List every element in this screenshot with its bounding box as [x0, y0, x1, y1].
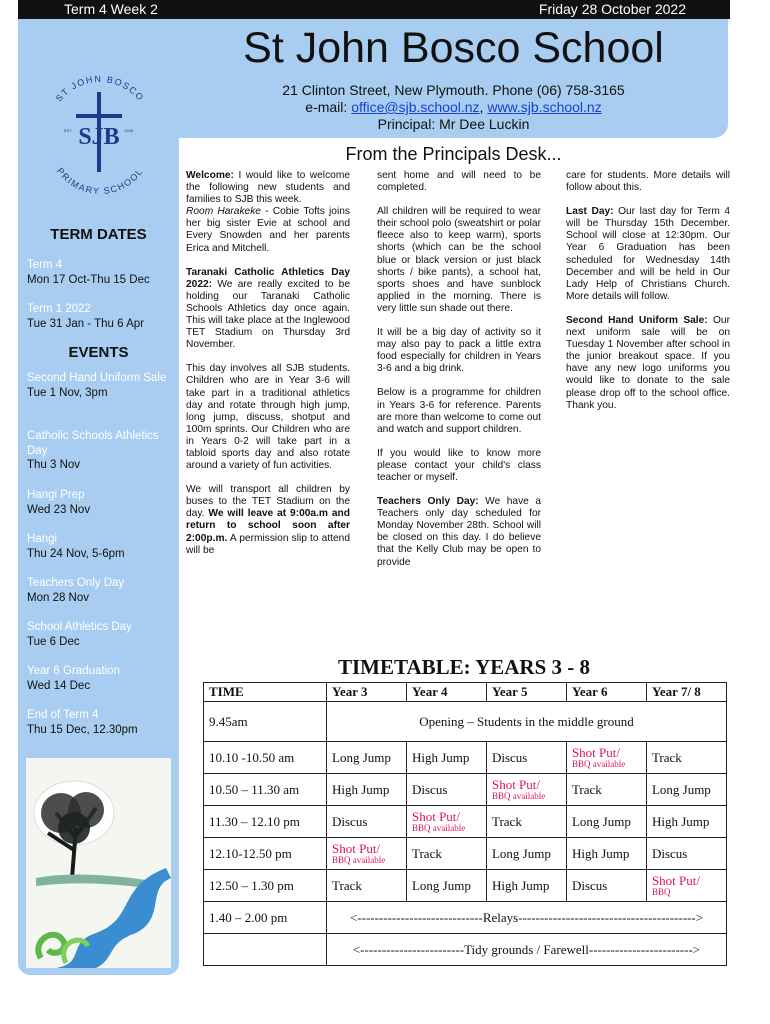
logo-ring-bottom: PRIMARY SCHOOL	[54, 165, 146, 197]
event-item	[27, 371, 177, 400]
timetable-row	[204, 806, 727, 838]
bbq-note: BBQ available	[491, 791, 546, 801]
activity-cell: Long Jump	[566, 806, 646, 838]
uniform-paragraph: All children will be required to wear their school polo (sweatshirt or polar fleece also to keep warm), sports shorts (which can be the school blue or black version or just black shorts / bike pants), a school hat, sports shoes and have sunblock applied in the morning. There is very little sun shade out there.	[377, 206, 541, 314]
care-paragraph: care for students. More details will follow about this.	[566, 170, 730, 194]
activity-cell: Discus	[486, 742, 566, 774]
school-title: St John Bosco School	[243, 24, 664, 72]
activity-cell: Track	[486, 806, 566, 838]
event-label: Year 6 Graduation	[27, 665, 120, 677]
events-heading: EVENTS	[68, 344, 129, 361]
transport-times: We will leave at 9:00a.m and return to school soon after 2:00p.m.	[186, 508, 350, 544]
header-cell: Year 3	[327, 683, 407, 702]
activity-cell: High Jump	[327, 774, 407, 806]
logo-est: EST	[64, 128, 72, 133]
timetable	[203, 682, 727, 966]
time-cell: 10.10 -10.50 am	[204, 742, 327, 774]
time-cell: 12.10-12.50 pm	[204, 838, 327, 870]
activity-cell: Track	[406, 838, 486, 870]
top-bar	[18, 0, 730, 19]
timetable-row	[204, 902, 727, 934]
athletics-paragraph: Taranaki Catholic Athletics Day 2022: We are really excited to be holding our Taranaki Catholic Schools Athletics day once again. This will take place at the Inglewood TET Stadium on Thursday 3rd November.	[186, 266, 350, 351]
term-week: Term 4 Week 2	[64, 1, 158, 17]
header-cell: Year 5	[486, 683, 566, 702]
timetable-row	[204, 742, 727, 774]
last-day-heading: Last Day:	[566, 206, 614, 218]
food-paragraph: It will be a big day of activity so it may also pay to pack a little extra food especially for children in Years 3-6 and a big drink.	[377, 327, 541, 375]
time-cell: 10.50 – 11.30 am	[204, 774, 327, 806]
event-value: Tue 6 Dec	[27, 635, 80, 648]
email-prefix: e-mail:	[305, 99, 352, 115]
event-item	[27, 620, 177, 649]
activity-cell: Shot Put/ BBQ available	[486, 774, 566, 806]
activity-cell: Shot Put/ BBQ	[646, 870, 726, 902]
activity-cell: Track	[327, 870, 407, 902]
event-value: Thu 24 Nov, 5-6pm	[27, 547, 125, 560]
timetable-row	[204, 838, 727, 870]
activity-cell: Discus	[327, 806, 407, 838]
header-cell: TIME	[204, 683, 327, 702]
website-link[interactable]: www.sjb.school.nz	[487, 99, 602, 115]
activity-cell: Discus	[566, 870, 646, 902]
event-item	[27, 429, 177, 473]
logo-initials: SJB	[78, 124, 120, 150]
issue-date: Friday 28 October 2022	[538, 1, 686, 17]
uniform-sale-heading: Second Hand Uniform Sale:	[566, 314, 708, 326]
activity-cell: High Jump	[486, 870, 566, 902]
contact-line	[179, 99, 728, 116]
event-value: Wed 23 Nov	[27, 503, 91, 516]
header-cell: Year 4	[406, 683, 486, 702]
relays-cell: <-----------------------------Relays----------------------------------------->	[327, 902, 727, 934]
activity-cell: Shot Put/ BBQ available	[327, 838, 407, 870]
event-label: Hangi Prep	[27, 489, 85, 501]
bbq-note: BBQ available	[571, 759, 626, 769]
activity-cell: High Jump	[646, 806, 726, 838]
event-item	[27, 576, 177, 605]
article-column-1	[186, 170, 350, 569]
article-column-2	[377, 170, 541, 581]
time-cell: 11.30 – 12.10 pm	[204, 806, 327, 838]
logo-year: 1948	[124, 128, 133, 133]
email-link[interactable]: office@sjb.school.nz	[351, 99, 480, 115]
event-label: Catholic Schools Athletics Day	[27, 430, 159, 457]
term-label: Term 4	[27, 259, 63, 271]
timetable-title: TIMETABLE: YEARS 3 - 8	[337, 655, 591, 679]
event-value: Tue 1 Nov, 3pm	[27, 386, 108, 399]
bbq-note: BBQ available	[332, 855, 386, 865]
event-label: Hangi	[27, 533, 58, 545]
school-logo	[40, 62, 160, 202]
logo-ring-top: ST JOHN BOSCO	[53, 73, 147, 104]
event-label: End of Term 4	[27, 709, 99, 721]
activity-cell: Shot Put/ BBQ available	[406, 806, 486, 838]
event-item	[27, 532, 177, 561]
term-dates-heading: TERM DATES	[50, 226, 147, 243]
article-column-3	[566, 170, 730, 424]
opening-cell: Opening – Students in the middle ground	[327, 702, 727, 742]
principals-desk-title: From the Principals Desk...	[345, 144, 562, 164]
welcome-paragraph: Welcome: I would like to welcome the following new students and families to SJB this week. Room Harakeke - Cobie Tofts joins her big sister Evie at school and Every Snowden and her parents Erica and Mitchell.	[186, 170, 350, 254]
timetable-header-row	[204, 683, 727, 702]
event-item	[27, 488, 177, 517]
event-value: Mon 28 Nov	[27, 591, 90, 604]
activity-cell: Discus	[406, 774, 486, 806]
teachers-only-heading: Teachers Only Day:	[377, 496, 479, 508]
activity-cell: Shot Put/ BBQ available	[566, 742, 646, 774]
activity-cell: High Jump	[406, 742, 486, 774]
header-cell: Year 6	[566, 683, 646, 702]
event-item	[27, 708, 177, 737]
athletics-detail-paragraph: This day involves all SJB students. Children who are in Year 3-6 will take part in a traditional athletics day and rotate through high jump, long jump, discuss, shotput and 100m sprints. Our Children who are in Years 0-2 will take part in a tabloid sports day and also rotate around a variety of fun activities.	[186, 363, 350, 472]
address-line: 21 Clinton Street, New Plymouth. Phone (06) 758-3165	[282, 82, 625, 98]
tidy-cell: <------------------------Tidy grounds / Farewell------------------------>	[327, 934, 727, 966]
contact-paragraph: If you would like to know more please contact your child's class teacher or myself.	[377, 447, 541, 483]
term-value: Tue 31 Jan - Thu 6 Apr	[27, 317, 144, 330]
tree-artwork	[26, 758, 171, 968]
term-item	[27, 258, 177, 287]
time-cell: 12.50 – 1.30 pm	[204, 870, 327, 902]
activity-cell: Long Jump	[646, 774, 726, 806]
transport-paragraph: We will transport all children by buses to the TET Stadium on the day. We will leave at 9:00a.m and return to school soon after 2:00p.m. A permission slip to attend will be	[186, 484, 350, 556]
term-label: Term 1 2022	[27, 303, 91, 315]
activity-cell: Discus	[646, 838, 726, 870]
activity-cell: High Jump	[566, 838, 646, 870]
timetable-row	[204, 870, 727, 902]
event-value: Thu 15 Dec, 12.30pm	[27, 723, 138, 736]
principal-line: Principal: Mr Dee Luckin	[377, 116, 530, 132]
teachers-only-paragraph: Teachers Only Day: We have a Teachers only day scheduled for Monday November 28th. School will be closed on this day. I do believe that the Kelly Club may be open to provide	[377, 496, 541, 568]
activity-cell: Track	[646, 742, 726, 774]
term-value: Mon 17 Oct-Thu 15 Dec	[27, 273, 150, 286]
event-value: Wed 14 Dec	[27, 679, 91, 692]
last-day-paragraph: Last Day: Our last day for Term 4 will be Thursday 15th December. School will close at 12:30pm. Our Year 6 Graduation has been scheduled for Wednesday 14th December and will be held in Our Lady Help of Christians Church. More details will follow.	[566, 206, 730, 302]
activity-cell: Long Jump	[406, 870, 486, 902]
time-cell: 9.45am	[204, 702, 327, 742]
event-value: Thu 3 Nov	[27, 459, 81, 471]
athletics-heading: Taranaki Catholic Athletics Day 2022:	[186, 266, 350, 290]
activity-cell: Long Jump	[486, 838, 566, 870]
timetable-row	[204, 774, 727, 806]
activity-cell: Long Jump	[327, 742, 407, 774]
uniform-sale-paragraph: Second Hand Uniform Sale: Our next uniform sale will be on Tuesday 1 November after school in the junior breakout space. If you have any new logo uniforms you would like to donate to the sale please drop off to the school office. Thank you.	[566, 314, 730, 411]
timetable-row	[204, 702, 727, 742]
bbq-note: BBQ available	[411, 823, 466, 833]
welcome-heading: Welcome:	[186, 170, 234, 181]
slip-paragraph: sent home and will need to be completed.	[377, 170, 541, 194]
bbq-note: BBQ	[651, 887, 671, 897]
contact-separator: ,	[479, 99, 488, 115]
term-item	[27, 302, 177, 331]
activity-cell: Track	[566, 774, 646, 806]
event-item	[27, 664, 177, 693]
room-name: Room Harakeke	[186, 206, 261, 218]
time-cell: 1.40 – 2.00 pm	[204, 902, 327, 934]
time-cell	[204, 934, 327, 966]
header-cell: Year 7/ 8	[646, 683, 726, 702]
event-label: Teachers Only Day	[27, 577, 125, 589]
event-label: Second Hand Uniform Sale	[27, 372, 167, 384]
timetable-row	[204, 934, 727, 966]
event-label: School Athletics Day	[27, 621, 132, 633]
programme-paragraph: Below is a programme for children in Years 3-6 for reference. Parents are more than welcome to come out and watch and support children.	[377, 387, 541, 435]
